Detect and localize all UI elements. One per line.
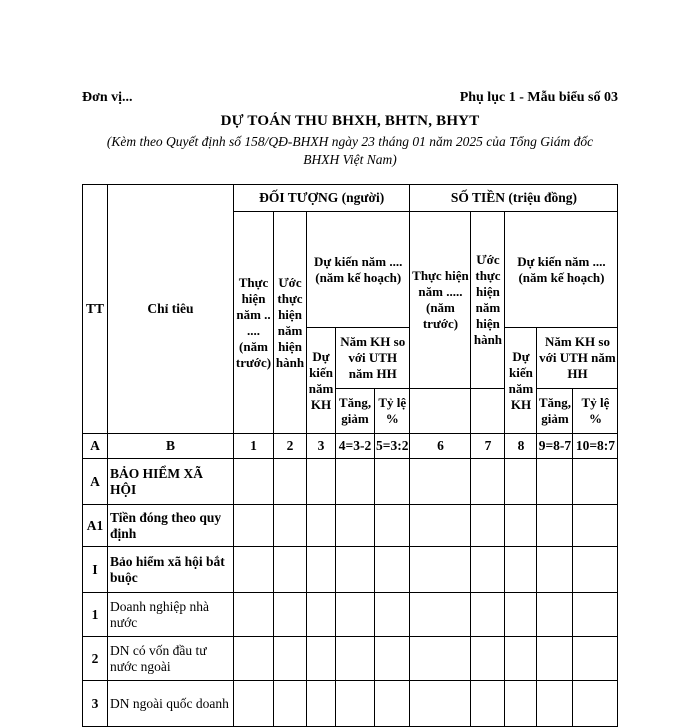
value-cell xyxy=(336,505,375,547)
row-label: BẢO HIỂM XÃ HỘI xyxy=(108,459,234,505)
header-dt-uoc-thuc-hien: Ước thực hiện năm hiện hành xyxy=(274,212,307,434)
table-row xyxy=(83,681,618,727)
value-cell xyxy=(573,637,618,681)
header-st-thuc-hien-blank xyxy=(410,389,471,434)
row-tt: A xyxy=(83,459,108,505)
value-cell xyxy=(537,681,573,727)
document-title: DỰ TOÁN THU BHXH, BHTN, BHYT xyxy=(220,113,480,129)
table-row xyxy=(83,459,618,505)
value-cell xyxy=(307,459,336,505)
header-st-tang-giam: Tăng, giảm xyxy=(537,389,573,434)
index-cell: 4=3-2 xyxy=(336,434,375,459)
value-cell xyxy=(537,505,573,547)
value-cell xyxy=(537,547,573,593)
index-cell: 5=3:2 xyxy=(375,434,410,459)
value-cell xyxy=(375,637,410,681)
value-cell xyxy=(505,459,537,505)
index-cell: 10=8:7 xyxy=(573,434,618,459)
index-cell: 3 xyxy=(307,434,336,459)
value-cell xyxy=(234,681,274,727)
value-cell xyxy=(573,547,618,593)
value-cell xyxy=(375,681,410,727)
row-tt: 1 xyxy=(83,593,108,637)
row-tt: 2 xyxy=(83,637,108,681)
value-cell xyxy=(336,459,375,505)
header-doi-tuong: ĐỐI TƯỢNG (người) xyxy=(234,185,410,212)
table-row xyxy=(83,637,618,681)
value-cell xyxy=(274,459,307,505)
header-so-tien: SỐ TIỀN (triệu đồng) xyxy=(410,185,618,212)
value-cell xyxy=(471,681,505,727)
header-st-uoc-blank xyxy=(471,389,505,434)
value-cell xyxy=(471,593,505,637)
header-st-du-kien-nam: Dự kiến năm .... (năm kế hoạch) xyxy=(505,212,618,328)
row-label: DN ngoài quốc doanh xyxy=(108,681,234,727)
index-cell: 8 xyxy=(505,434,537,459)
table-row xyxy=(83,593,618,637)
index-row xyxy=(83,434,618,459)
value-cell xyxy=(375,547,410,593)
value-cell xyxy=(505,505,537,547)
value-cell xyxy=(336,637,375,681)
header-dt-du-kien-nam: Dự kiến năm .... (năm kế hoạch) xyxy=(307,212,410,328)
header-tt: TT xyxy=(83,185,108,434)
value-cell xyxy=(410,637,471,681)
header-st-uoc-thuc-hien: Ước thực hiện năm hiện hành xyxy=(471,212,505,389)
value-cell xyxy=(505,637,537,681)
index-cell: 9=8-7 xyxy=(537,434,573,459)
value-cell xyxy=(537,459,573,505)
value-cell xyxy=(537,593,573,637)
value-cell xyxy=(505,547,537,593)
unit-label: Đơn vị... xyxy=(82,90,133,105)
value-cell xyxy=(274,637,307,681)
row-label: Bảo hiểm xã hội bắt buộc xyxy=(108,547,234,593)
row-tt: 3 xyxy=(83,681,108,727)
value-cell xyxy=(307,681,336,727)
value-cell xyxy=(410,547,471,593)
value-cell xyxy=(410,459,471,505)
value-cell xyxy=(274,547,307,593)
row-label: DN có vốn đầu tư nước ngoài xyxy=(108,637,234,681)
row-tt: I xyxy=(83,547,108,593)
table-row xyxy=(83,547,618,593)
value-cell xyxy=(336,681,375,727)
table-row xyxy=(83,505,618,547)
header-st-thuc-hien: Thực hiện năm ..... (năm trước) xyxy=(410,212,471,389)
value-cell xyxy=(307,547,336,593)
value-cell xyxy=(537,637,573,681)
header-dt-thuc-hien: Thực hiện năm .. .... (năm trước) xyxy=(234,212,274,434)
header-st-nam-kh-so-voi: Năm KH so với UTH năm HH xyxy=(537,328,618,389)
row-label: Doanh nghiệp nhà nước xyxy=(108,593,234,637)
value-cell xyxy=(471,637,505,681)
index-cell: 7 xyxy=(471,434,505,459)
value-cell xyxy=(505,681,537,727)
value-cell xyxy=(505,593,537,637)
value-cell xyxy=(307,637,336,681)
value-cell xyxy=(573,505,618,547)
value-cell xyxy=(410,593,471,637)
value-cell xyxy=(410,681,471,727)
value-cell xyxy=(234,593,274,637)
value-cell xyxy=(573,681,618,727)
value-cell xyxy=(375,505,410,547)
header-dt-du-kien: Dự kiến năm KH xyxy=(307,328,336,434)
index-cell: B xyxy=(108,434,234,459)
value-cell xyxy=(471,505,505,547)
index-cell: 1 xyxy=(234,434,274,459)
row-tt: A1 xyxy=(83,505,108,547)
value-cell xyxy=(307,593,336,637)
value-cell xyxy=(573,593,618,637)
row-label: Tiền đóng theo quy định xyxy=(108,505,234,547)
header-chi-tieu: Chỉ tiêu xyxy=(108,185,234,434)
value-cell xyxy=(375,593,410,637)
header-st-du-kien: Dự kiến năm KH xyxy=(505,328,537,434)
value-cell xyxy=(274,681,307,727)
value-cell xyxy=(234,637,274,681)
value-cell xyxy=(573,459,618,505)
value-cell xyxy=(336,547,375,593)
header-dt-tang-giam: Tăng, giảm xyxy=(336,389,375,434)
value-cell xyxy=(471,547,505,593)
value-cell xyxy=(234,505,274,547)
budget-table xyxy=(82,184,618,727)
value-cell xyxy=(410,505,471,547)
value-cell xyxy=(336,593,375,637)
appendix-label: Phụ lục 1 - Mẫu biểu số 03 xyxy=(459,90,618,105)
index-cell: 6 xyxy=(410,434,471,459)
document-subtitle: (Kèm theo Quyết định số 158/QĐ-BHXH ngày 23 tháng 01 năm 2025 của Tổng Giám đốc BHXH Việt Nam) xyxy=(106,134,594,167)
index-cell: A xyxy=(83,434,108,459)
value-cell xyxy=(375,459,410,505)
value-cell xyxy=(471,459,505,505)
index-cell: 2 xyxy=(274,434,307,459)
value-cell xyxy=(234,547,274,593)
value-cell xyxy=(274,593,307,637)
value-cell xyxy=(274,505,307,547)
header-dt-ty-le: Tỷ lệ % xyxy=(375,389,410,434)
value-cell xyxy=(307,505,336,547)
header-dt-nam-kh-so-voi: Năm KH so với UTH năm HH xyxy=(336,328,410,389)
value-cell xyxy=(234,459,274,505)
header-st-ty-le: Tỷ lệ % xyxy=(573,389,618,434)
